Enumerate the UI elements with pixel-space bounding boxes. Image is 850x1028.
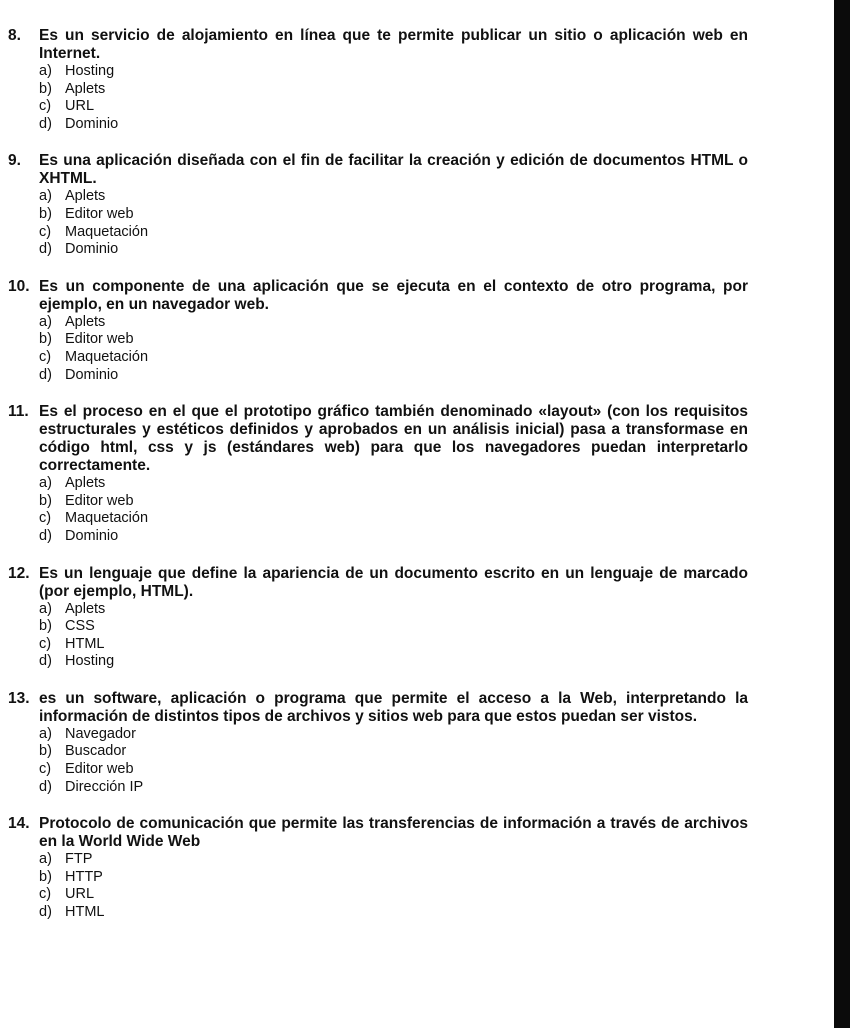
question-header [8,565,748,601]
option-list [8,314,748,384]
option-d [39,904,748,922]
option-a [39,314,748,332]
option-letter: c) [39,761,52,778]
option-text: Aplets [65,600,106,617]
option-a [39,475,748,493]
option-text: CSS [65,618,95,635]
option-letter: a) [39,313,52,330]
option-text: Editor web [65,761,134,778]
option-text: HTML [65,635,105,652]
question-10 [8,278,748,384]
option-text: Editor web [65,205,134,222]
option-b [39,81,748,99]
question-header [8,403,748,475]
option-letter: a) [39,188,52,205]
option-text: URL [65,886,95,903]
option-text: FTP [65,851,93,868]
option-c [39,349,748,367]
option-a [39,601,748,619]
option-letter: d) [39,366,52,383]
option-text: Navegador [65,725,136,742]
option-letter: d) [39,241,52,258]
option-letter: d) [39,904,52,921]
option-a [39,726,748,744]
option-c [39,224,748,242]
option-list [8,63,748,133]
question-text: Protocolo de comunicación que permite las transferencias de información a través de archivos en la World Wide Web [39,815,748,851]
option-text: HTTP [65,868,103,885]
option-letter: c) [39,510,52,527]
option-a [39,188,748,206]
question-number: 13. [8,689,30,707]
option-c [39,761,748,779]
option-b [39,331,748,349]
question-text: es un software, aplicación o programa que permite el acceso a la Web, interpretando la información de distintos tipos de archivos y sitios web para que estos puedan ser vistos. [39,689,748,725]
question-text: Es un componente de una aplicación que se ejecuta en el contexto de otro programa, por ejemplo, en un navegador web. [39,277,748,313]
option-b [39,618,748,636]
question-8 [8,27,748,133]
option-letter: b) [39,868,52,885]
question-number: 12. [8,564,30,582]
option-c [39,636,748,654]
option-text: Dominio [65,527,119,544]
option-letter: b) [39,331,52,348]
question-number: 9. [8,152,21,170]
question-12 [8,565,748,671]
option-text: Buscador [65,743,127,760]
option-text: Editor web [65,492,134,509]
option-letter: c) [39,635,52,652]
question-number: 8. [8,27,21,44]
option-list [8,726,748,796]
option-d [39,241,748,259]
option-letter: c) [39,223,52,240]
option-text: Maquetación [65,223,149,240]
option-letter: b) [39,205,52,222]
question-9 [8,152,748,258]
question-list [8,27,748,922]
option-a [39,63,748,81]
option-letter: a) [39,851,52,868]
option-c [39,98,748,116]
option-letter: c) [39,348,52,365]
option-b [39,493,748,511]
question-text: Es un servicio de alojamiento en línea que te permite publicar un sitio o aplicación web en Internet. [39,27,748,62]
option-d [39,528,748,546]
option-text: URL [65,98,95,115]
option-letter: a) [39,725,52,742]
option-letter: a) [39,600,52,617]
option-d [39,116,748,134]
option-letter: b) [39,492,52,509]
question-text: Es el proceso en el que el prototipo gráfico también denominado «layout» (con los requisitos estructurales y estéticos definidos y aprobados en un análisis inicial) pasa a transformase en código html, css y js (estándares web) para que los navegadores puedan interpretarlo correctamente. [39,403,748,475]
option-text: Dirección IP [65,778,144,795]
question-11 [8,403,748,545]
option-letter: d) [39,653,52,670]
option-b [39,206,748,224]
question-header [8,278,748,314]
option-d [39,653,748,671]
option-a [39,851,748,869]
option-b [39,869,748,887]
option-b [39,743,748,761]
option-letter: b) [39,618,52,635]
option-text: Editor web [65,331,134,348]
option-list [8,851,748,921]
option-letter: a) [39,63,52,79]
option-d [39,779,748,797]
question-14 [8,815,748,921]
option-text: Hosting [65,653,115,670]
option-text: Aplets [65,313,106,330]
option-text: Maquetación [65,510,149,527]
option-d [39,367,748,385]
question-header [8,152,748,188]
option-text: Hosting [65,63,115,79]
option-list [8,601,748,671]
option-text: Maquetación [65,348,149,365]
option-text: Dominio [65,115,119,132]
option-letter: c) [39,98,52,115]
question-text: Es una aplicación diseñada con el fin de facilitar la creación y edición de documentos HTML o XHTML. [39,152,748,188]
option-letter: d) [39,778,52,795]
question-number: 14. [8,815,30,833]
option-letter: b) [39,743,52,760]
question-13 [8,690,748,796]
question-text: Es un lenguaje que define la apariencia de un documento escrito en un lenguaje de marcado (por ejemplo, HTML). [39,564,748,600]
option-letter: b) [39,80,52,97]
option-list [8,475,748,545]
option-text: Aplets [65,80,106,97]
question-header [8,690,748,726]
question-header [8,27,748,63]
option-letter: c) [39,886,52,903]
option-text: HTML [65,904,105,921]
option-c [39,510,748,528]
option-text: Aplets [65,475,106,492]
option-letter: d) [39,527,52,544]
option-c [39,886,748,904]
question-number: 11. [8,403,29,421]
option-text: Aplets [65,188,106,205]
option-list [8,188,748,258]
question-header [8,815,748,851]
window-edge-strip [834,0,850,1028]
option-text: Dominio [65,366,119,383]
option-letter: d) [39,115,52,132]
option-text: Dominio [65,241,119,258]
option-letter: a) [39,475,52,492]
question-number: 10. [8,277,30,295]
